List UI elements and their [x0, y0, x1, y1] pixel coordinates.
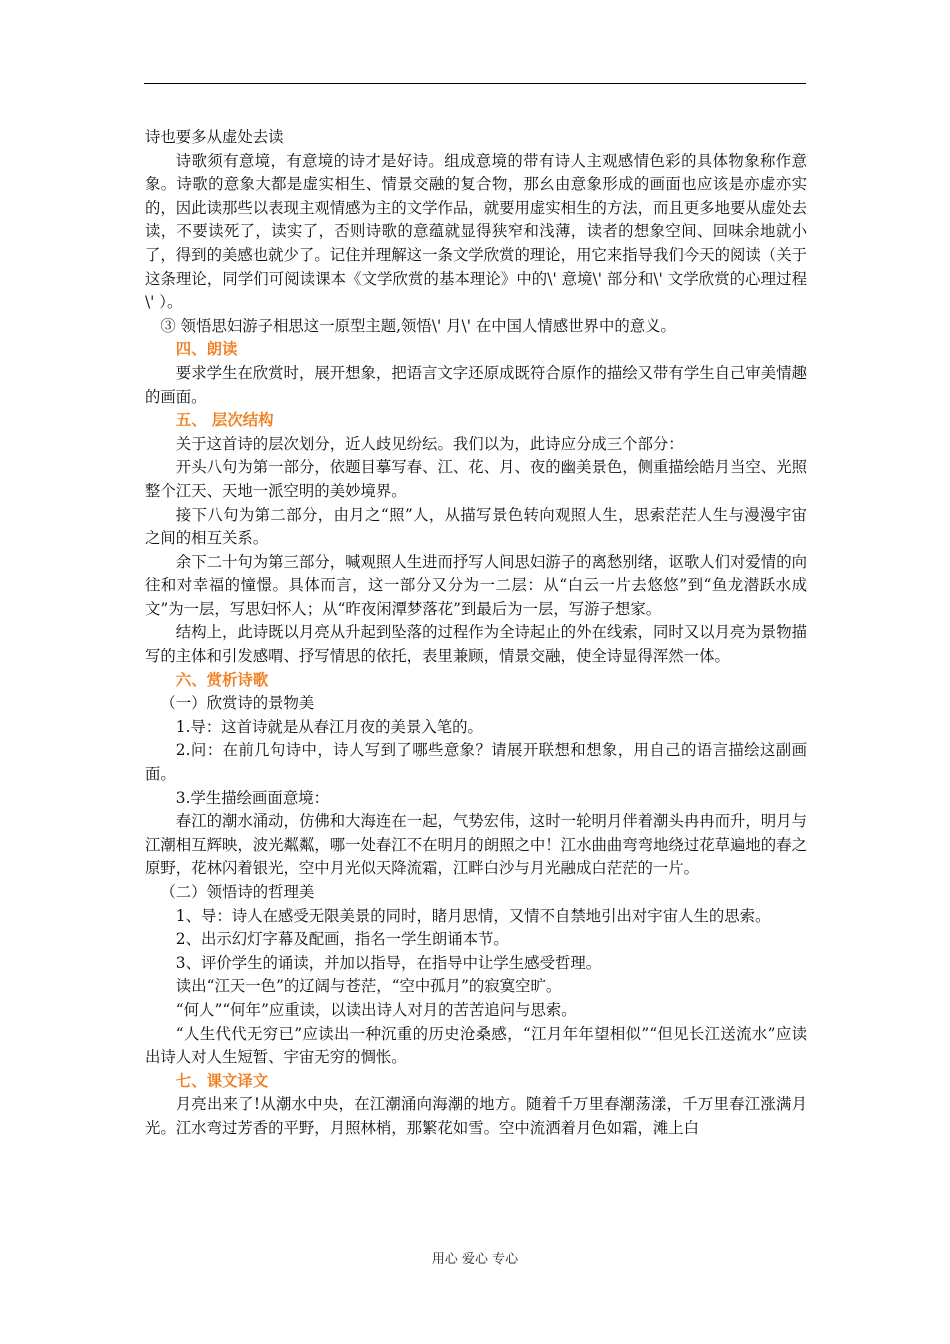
body-paragraph: 1、导：诗人在感受无限美景的同时，睹月思情，又情不自禁地引出对宇宙人生的思索。 — [175, 906, 771, 925]
body-paragraph: 3、评价学生的诵读，并加以指导，在指导中让学生感受哲理。 — [175, 953, 602, 972]
body-paragraph: ③ 领悟思妇游子相思这一原型主题,领悟\' 月\' 在中国人情感世界中的意义。 — [160, 316, 676, 335]
section-heading: 四、朗读 — [175, 340, 238, 359]
body-paragraph: 余下二十句为第三部分，喊观照人生进而抒写人间思妇游子的离愁别绪，讴歌人们对爱情的向往和对幸福的憧憬。具体而言，这一部分又分为一二层：从“白云一片去悠悠”到“鱼龙潜跃水成文”为一层，写思妇怀人；从“昨夜闲潭梦落花”到最后为一层，写游子想家。 — [145, 552, 807, 618]
body-paragraph: 要求学生在欣赏时，展开想象，把语言文字还原成既符合原作的描绘又带有学生自己审美情趣的画面。 — [145, 363, 807, 406]
body-paragraph: 接下八句为第二部分，由月之“照”人，从描写景色转向观照人生，思索茫茫人生与漫漫宇宙之间的相互关系。 — [145, 505, 807, 548]
body-paragraph: 结构上，此诗既以月亮从升起到坠落的过程作为全诗起止的外在线索，同时又以月亮为景物描写的主体和引发感喟、抒写情思的依托，表里兼顾，情景交融，使全诗显得浑然一体。 — [145, 623, 807, 666]
section-heading: 七、课文译文 — [175, 1071, 269, 1090]
body-paragraph: “何人”“何年”应重读，以读出诗人对月的苦苦追问与思索。 — [175, 1000, 577, 1019]
header-rule — [144, 83, 806, 84]
body-paragraph: 3.学生描绘画面意境： — [175, 788, 329, 807]
body-paragraph: 春江的潮水涌动，仿佛和大海连在一起，气势宏伟，这时一轮明月伴着潮头冉冉而升，明月与江潮相互辉映，波光粼粼，哪一处春江不在明月的朗照之中！江水曲曲弯弯地绕过花草遍地的春之原野，花林闪着银光，空中月光似天降流霜，江畔白沙与月光融成白茫茫的一片。 — [145, 812, 807, 878]
body-paragraph: 2、出示幻灯字幕及配画，指名一学生朗诵本节。 — [175, 930, 509, 949]
body-paragraph: 开头八句为第一部分，依题目摹写春、江、花、月、夜的幽美景色，侧重描绘皓月当空、光照整个江天、天地一派空明的美妙境界。 — [145, 458, 807, 500]
body-paragraph: 2.问：在前几句诗中，诗人写到了哪些意象？请展开联想和想象，用自己的语言描绘这副画面。 — [145, 741, 807, 784]
page-footer: 用心 爱心 专心 — [431, 1252, 519, 1267]
body-paragraph: 月亮出来了!从潮水中央，在江潮涌向海潮的地方。随着千万里春潮荡漾，千万里春江涨满月光。江水弯过芳香的平野，月照林梢，那繁花如雪。空中流洒着月色如霜，滩上白 — [145, 1095, 807, 1137]
body-paragraph: （二）领悟诗的哲理美 — [160, 883, 315, 901]
body-paragraph: “人生代代无穷已”应读出一种沉重的历史沧桑感，“江月年年望相似”“但见长江送流水”应读出诗人对人生短暂、宇宙无穷的惆怅。 — [145, 1024, 807, 1067]
body-paragraph: 诗歌须有意境，有意境的诗才是好诗。组成意境的带有诗人主观感情色彩的具体物象称作意象。诗歌的意象大都是虚实相生、情景交融的复合物，那幺由意象形成的画面也应该是亦虚亦实的，因此读那些以表现主观情感为主的文学作品，就要用虚实相生的方法，而且更多地要从虚处去读，不要读死了，读实了，否则诗歌的意蕴就显得狭窄和浅薄，读者的想象空间、回味余地就小了，得到的美感也就少了。记住并理解这一条文学欣赏的理论，用它来指导我们今天的阅读（关于这条理论，同学们可阅读课本《文学欣赏的基本理论》中的\' 意境\' 部分和\' 文学欣赏的心理过程\' ）。 — [145, 151, 807, 312]
section-heading: 五、 层次结构 — [175, 411, 274, 430]
section-heading: 六、赏析诗歌 — [175, 670, 269, 689]
body-paragraph: 读出“江天一色”的辽阔与苍茫，“空中孤月”的寂寞空旷。 — [175, 977, 562, 996]
document-body — [145, 126, 807, 1141]
body-paragraph: 诗也要多从虚处去读 — [145, 128, 284, 146]
body-paragraph: （一）欣赏诗的景物美 — [160, 694, 315, 713]
body-paragraph: 1.导：这首诗就是从春江月夜的美景入笔的。 — [175, 717, 483, 736]
body-paragraph: 关于这首诗的层次划分，近人歧见纷纭。我们以为，此诗应分成三个部分： — [175, 434, 684, 453]
